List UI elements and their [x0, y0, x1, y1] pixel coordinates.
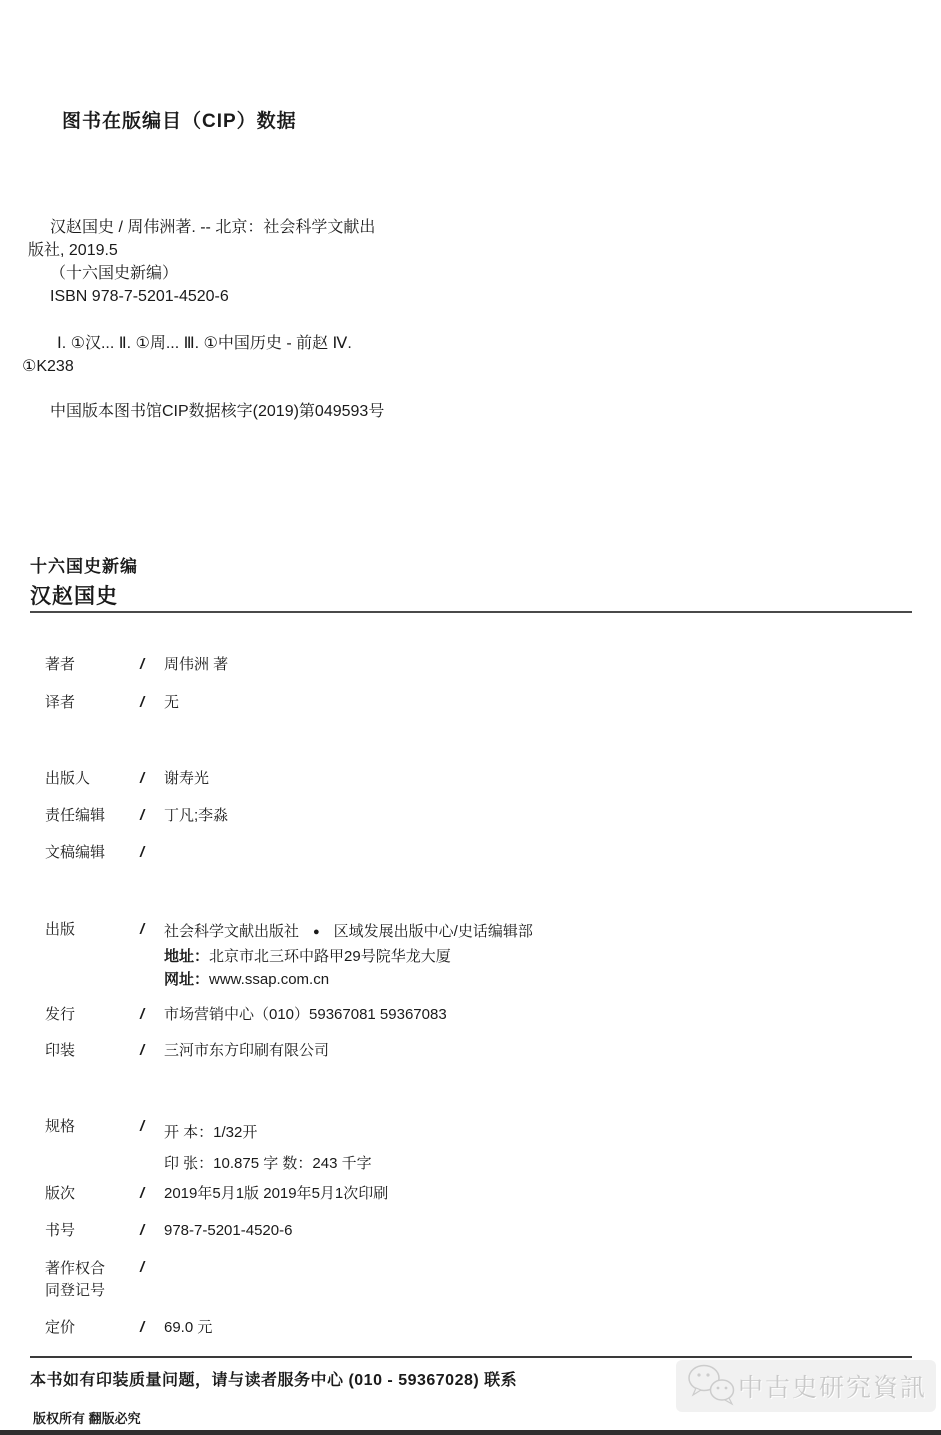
row-label: 文稿编辑: [45, 844, 106, 861]
spec-format-line: 开 本：1/32开: [164, 1124, 258, 1141]
row-value: 谢寿光: [164, 770, 210, 787]
row-label: 著者: [45, 656, 76, 673]
slash-separator: /: [140, 844, 145, 861]
slash-separator: /: [140, 1185, 145, 1202]
cip-registry-line: 中国版本图书馆CIP数据核字(2019)第049593号: [50, 403, 385, 420]
info-row-distribution: [45, 1005, 905, 1025]
info-row-translator: [45, 693, 905, 713]
address-label: 地址：: [164, 947, 210, 965]
info-row-copyright-registry: [45, 1258, 905, 1302]
publisher-name: 社会科学文献出版社: [164, 923, 300, 940]
slash-separator: /: [140, 1006, 145, 1023]
cip-title: 图书在版编目（CIP）数据: [62, 111, 297, 132]
row-label: 书号: [45, 1222, 76, 1239]
address-value: 北京市北三环中路甲29号院华龙大厦: [209, 947, 451, 965]
slash-separator: /: [140, 1118, 145, 1135]
website-value: www.ssap.com.cn: [209, 971, 330, 988]
info-row-price: [45, 1318, 905, 1338]
footer-copyright: 版权所有 翻版必究: [33, 1411, 141, 1426]
website-label: 网址：: [164, 971, 210, 988]
wechat-icon: [686, 1362, 738, 1411]
slash-separator: /: [140, 1319, 145, 1336]
header-divider: [30, 611, 912, 613]
cip-record-line: （十六国史新编）: [50, 265, 179, 282]
slash-separator: /: [140, 770, 145, 787]
cip-classification-block: [22, 332, 352, 378]
row-value: 市场营销中心（010）59367081 59367083: [164, 1006, 447, 1023]
row-value: 无: [164, 694, 180, 711]
publisher-department: 区域发展出版中心/史话编辑部: [333, 923, 533, 940]
book-title: 汉赵国史: [30, 585, 118, 608]
row-value: 978-7-5201-4520-6: [164, 1222, 293, 1239]
info-row-publisher-person: [45, 769, 905, 789]
cip-record-line: 汉赵国史 / 周伟洲著. -- 北京：社会科学文献出: [50, 219, 376, 236]
address-line: [164, 945, 533, 969]
website-line: [164, 968, 533, 992]
slash-separator: /: [140, 1259, 145, 1276]
row-label: 规格: [45, 1118, 76, 1135]
watermark-badge: [676, 1360, 936, 1412]
info-row-printing: [45, 1041, 905, 1061]
slash-separator: /: [140, 1042, 145, 1059]
cip-record-block: [28, 216, 375, 308]
publisher-line: [164, 920, 533, 945]
info-row-editor: [45, 806, 905, 826]
row-label: 出版: [45, 921, 76, 938]
slash-separator: /: [140, 1222, 145, 1239]
row-label: 译者: [45, 694, 76, 711]
row-label-line: 著作权合: [45, 1260, 106, 1277]
row-value: 2019年5月1版 2019年5月1次印刷: [164, 1185, 389, 1202]
series-title: 十六国史新编: [30, 557, 138, 576]
row-value: 周伟洲 著: [164, 656, 229, 673]
row-label: 发行: [45, 1006, 76, 1023]
watermark-text: 中古史研究資訊: [738, 1374, 928, 1402]
row-label: 印装: [45, 1042, 76, 1059]
row-label: 定价: [45, 1319, 76, 1336]
spec-sheets-line: 印 张：10.875 字 数：243 千字: [164, 1155, 372, 1172]
row-label: [45, 1258, 140, 1302]
row-label-line: 同登记号: [45, 1282, 106, 1299]
page-bottom-edge: [0, 1430, 941, 1435]
footer-divider: [30, 1356, 912, 1358]
info-row-publish: [45, 920, 905, 992]
row-value: 三河市东方印刷有限公司: [164, 1042, 330, 1059]
info-row-spec: [45, 1117, 905, 1179]
slash-separator: /: [140, 921, 145, 938]
row-label: 出版人: [45, 770, 91, 787]
row-label: 责任编辑: [45, 807, 106, 824]
slash-separator: /: [140, 807, 145, 824]
cip-classification-line: ①K238: [22, 358, 74, 375]
bullet-icon: ●: [313, 926, 320, 938]
slash-separator: /: [140, 694, 145, 711]
info-row-copy-editor: [45, 843, 905, 863]
cip-classification-line: Ⅰ. ①汉... Ⅱ. ①周... Ⅲ. ①中国历史 - 前赵 Ⅳ.: [57, 335, 352, 352]
cip-isbn-line: ISBN 978-7-5201-4520-6: [50, 288, 229, 305]
info-row-author: [45, 655, 905, 675]
row-label: 版次: [45, 1185, 76, 1202]
info-row-isbn: [45, 1221, 905, 1241]
footer-notice: 本书如有印装质量问题，请与读者服务中心 (010 - 59367028) 联系: [30, 1372, 518, 1389]
slash-separator: /: [140, 656, 145, 673]
info-row-edition: [45, 1184, 905, 1204]
cip-record-line: 版社, 2019.5: [28, 242, 118, 259]
row-value: 丁凡;李淼: [164, 807, 229, 824]
row-value: 69.0 元: [164, 1319, 213, 1336]
